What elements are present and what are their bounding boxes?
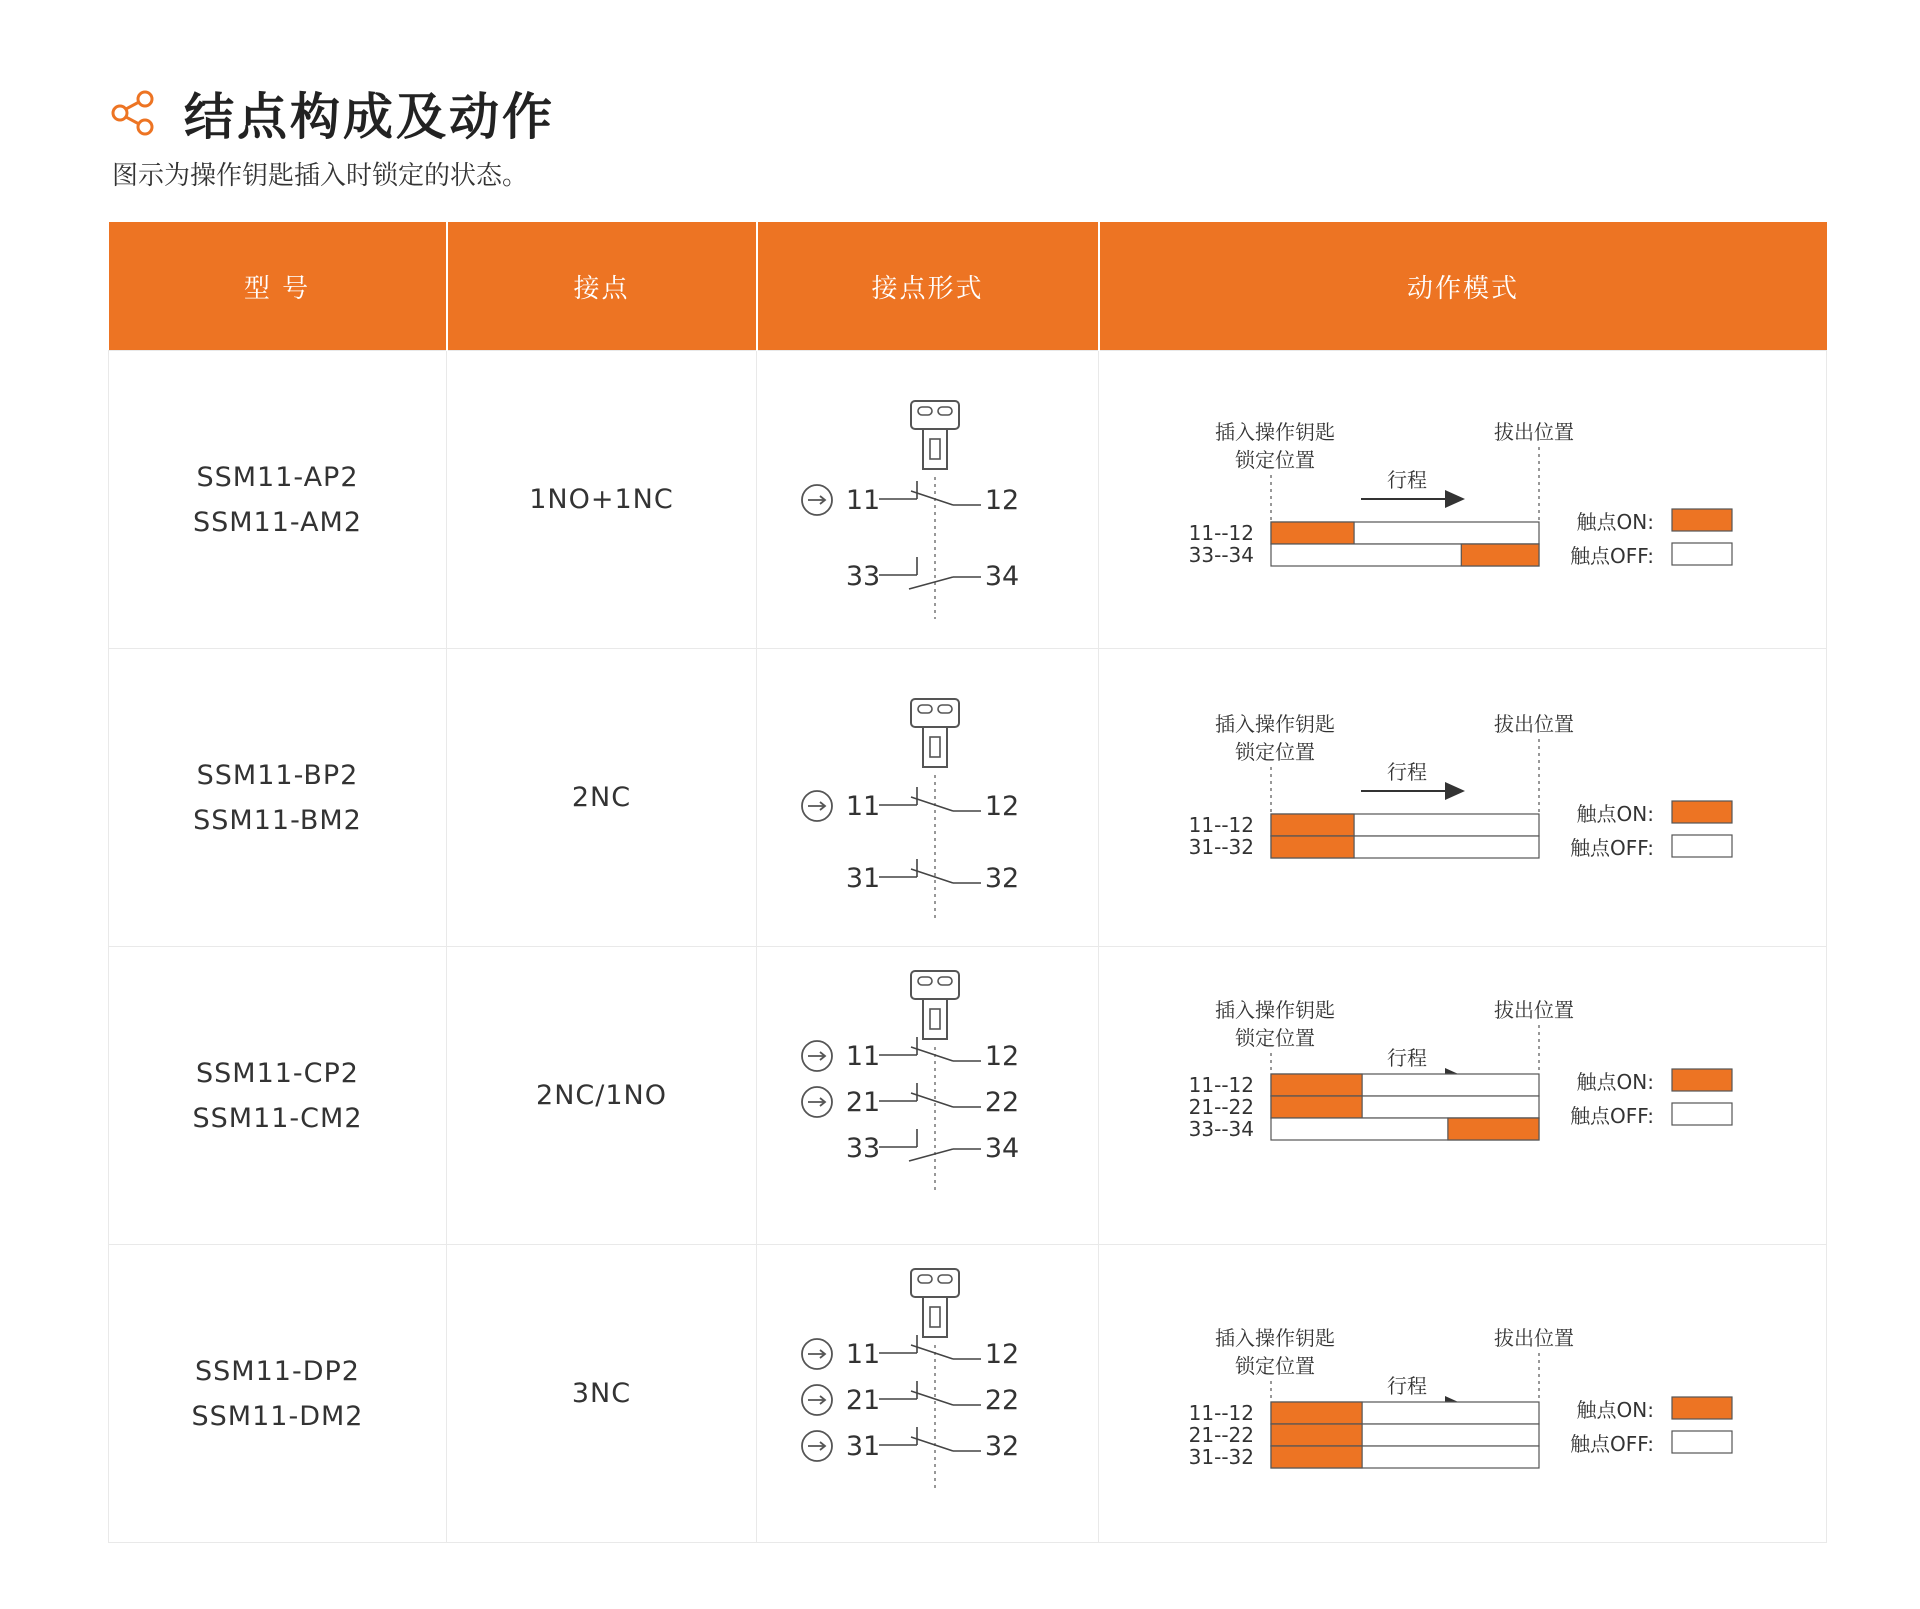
terminal-left-label: 31	[845, 863, 881, 894]
action-on-segment	[1271, 1096, 1362, 1118]
model-cell	[109, 351, 447, 649]
header-model: 型 号	[109, 222, 447, 351]
terminal-left-label: 11	[845, 1041, 881, 1072]
action-on-segment	[1271, 522, 1354, 544]
contact-cell: 1NO+1NC	[447, 351, 757, 649]
contact-circuit-row	[802, 1335, 1019, 1370]
operating-key-icon	[911, 971, 959, 1039]
legend-on-label: 触点ON:	[1576, 1398, 1654, 1422]
action-bar	[1189, 1117, 1539, 1141]
action-on-segment	[1461, 544, 1539, 566]
terminal-right-label: 12	[984, 485, 1020, 516]
contact-circuit-row	[802, 1083, 1019, 1118]
removed-position-label: 拔出位置	[1494, 998, 1574, 1022]
action-bar	[1189, 1095, 1539, 1119]
page-subtitle: 图示为操作钥匙插入时锁定的状态。	[112, 161, 529, 191]
action-bar	[1189, 1073, 1539, 1097]
terminal-right-label: 32	[984, 1431, 1020, 1462]
action-row-label: 21--22	[1188, 1095, 1254, 1119]
terminal-left-label: 31	[845, 1431, 881, 1462]
header-contact: 接点	[447, 222, 757, 351]
legend-on-swatch	[1672, 801, 1732, 823]
operating-key-icon	[911, 1269, 959, 1337]
contact-cell: 3NC	[447, 1245, 757, 1543]
inserted-position-label: 插入操作钥匙	[1215, 420, 1335, 444]
legend-on-swatch	[1672, 1069, 1732, 1091]
terminal-right-label: 34	[984, 1133, 1020, 1164]
positive-opening-icon	[802, 1385, 832, 1415]
model-number: SSM11-BM2	[193, 804, 362, 836]
legend-off-swatch	[1672, 543, 1732, 565]
legend-off-label: 触点OFF:	[1570, 544, 1654, 568]
contact-circuit-row	[802, 787, 1019, 822]
positive-opening-icon	[802, 1431, 832, 1461]
positive-opening-icon	[802, 1041, 832, 1071]
operating-key-icon	[911, 699, 959, 767]
contact-circuit-row	[846, 557, 1019, 592]
header-action-mode: 动作模式	[1099, 222, 1827, 351]
action-bar	[1189, 813, 1539, 837]
action-row-label: 33--34	[1188, 543, 1254, 567]
positive-opening-icon	[802, 1339, 832, 1369]
model-number: SSM11-BP2	[196, 759, 359, 791]
action-row-label: 33--34	[1188, 1117, 1254, 1141]
section-header	[108, 78, 555, 148]
action-row-label: 31--32	[1188, 1445, 1254, 1469]
legend-on-swatch	[1672, 509, 1732, 531]
contact-cell: 2NC/1NO	[447, 947, 757, 1245]
action-bar	[1189, 521, 1539, 545]
action-mode-diagram	[1099, 1245, 1827, 1542]
action-mode-diagram	[1099, 947, 1827, 1244]
contact-circuit-diagram	[757, 1245, 1099, 1542]
terminal-right-label: 22	[984, 1385, 1020, 1416]
legend-on-label: 触点ON:	[1576, 802, 1654, 826]
stroke-arrow-icon	[1361, 490, 1465, 508]
contact-circuit-row	[802, 1427, 1019, 1462]
stroke-label: 行程	[1387, 1046, 1427, 1070]
action-row-label: 31--32	[1188, 835, 1254, 859]
action-mode-diagram	[1099, 649, 1827, 946]
action-row-label: 11--12	[1188, 813, 1254, 837]
contact-form-cell	[757, 1245, 1099, 1543]
contact-form-cell	[757, 649, 1099, 947]
action-mode-cell	[1099, 351, 1827, 649]
legend-off-label: 触点OFF:	[1570, 1432, 1654, 1456]
contact-form-cell	[757, 351, 1099, 649]
legend-on-label: 触点ON:	[1576, 510, 1654, 534]
terminal-left-label: 21	[845, 1087, 881, 1118]
action-on-segment	[1271, 1424, 1362, 1446]
terminal-left-label: 21	[845, 1385, 881, 1416]
terminal-left-label: 33	[845, 1133, 881, 1164]
inserted-position-label: 插入操作钥匙	[1215, 712, 1335, 736]
share-icon	[108, 88, 158, 138]
legend-on-swatch	[1672, 1397, 1732, 1419]
model-number: SSM11-CM2	[192, 1102, 363, 1134]
action-on-segment	[1271, 814, 1354, 836]
inserted-position-label: 插入操作钥匙	[1215, 998, 1335, 1022]
contact-form-cell	[757, 947, 1099, 1245]
locked-position-label: 锁定位置	[1235, 448, 1315, 472]
model-number: SSM11-DP2	[195, 1355, 360, 1387]
table-row	[109, 649, 1827, 947]
action-on-segment	[1271, 1402, 1362, 1424]
action-mode-cell	[1099, 1245, 1827, 1543]
table-row	[109, 351, 1827, 649]
model-cell	[109, 947, 447, 1245]
action-bar	[1189, 543, 1539, 567]
stroke-label: 行程	[1387, 760, 1427, 784]
table-row	[109, 947, 1827, 1245]
terminal-left-label: 11	[845, 1339, 881, 1370]
model-number: SSM11-DM2	[191, 1400, 364, 1432]
inserted-position-label: 插入操作钥匙	[1215, 1326, 1335, 1350]
model-number: SSM11-AM2	[192, 506, 363, 538]
terminal-right-label: 32	[984, 863, 1020, 894]
action-bar	[1189, 1401, 1539, 1425]
terminal-left-label: 11	[845, 485, 881, 516]
action-on-segment	[1271, 1074, 1362, 1096]
action-mode-diagram	[1099, 351, 1827, 648]
contact-circuit-diagram	[757, 351, 1099, 648]
contact-cell: 2NC	[447, 649, 757, 947]
stroke-label: 行程	[1387, 468, 1427, 492]
positive-opening-icon	[802, 791, 832, 821]
removed-position-label: 拔出位置	[1494, 1326, 1574, 1350]
action-bar	[1189, 835, 1539, 859]
terminal-right-label: 12	[984, 1339, 1020, 1370]
contact-circuit-row	[802, 481, 1019, 516]
contact-spec-table	[108, 222, 1827, 1543]
table-header-row	[109, 222, 1827, 351]
terminal-left-label: 11	[845, 791, 881, 822]
legend-off-swatch	[1672, 1431, 1732, 1453]
locked-position-label: 锁定位置	[1235, 740, 1315, 764]
legend-on-label: 触点ON:	[1576, 1070, 1654, 1094]
operating-key-icon	[911, 401, 959, 469]
contact-circuit-row	[802, 1381, 1019, 1416]
positive-opening-icon	[802, 1087, 832, 1117]
removed-position-label: 拔出位置	[1494, 712, 1574, 736]
header-contact-form: 接点形式	[757, 222, 1099, 351]
locked-position-label: 锁定位置	[1235, 1354, 1315, 1378]
positive-opening-icon	[802, 485, 832, 515]
contact-circuit-diagram	[757, 947, 1099, 1244]
table-row	[109, 1245, 1827, 1543]
contact-circuit-row	[802, 1037, 1019, 1072]
action-row-label: 11--12	[1188, 521, 1254, 545]
action-on-segment	[1271, 836, 1354, 858]
action-on-segment	[1448, 1118, 1539, 1140]
legend-off-swatch	[1672, 835, 1732, 857]
action-row-label: 21--22	[1188, 1423, 1254, 1447]
action-mode-cell	[1099, 947, 1827, 1245]
removed-position-label: 拔出位置	[1494, 420, 1574, 444]
terminal-left-label: 33	[845, 561, 881, 592]
model-cell	[109, 1245, 447, 1543]
action-mode-cell	[1099, 649, 1827, 947]
terminal-right-label: 22	[984, 1087, 1020, 1118]
terminal-right-label: 12	[984, 1041, 1020, 1072]
action-bar	[1189, 1423, 1539, 1447]
contact-circuit-row	[846, 1129, 1019, 1164]
terminal-right-label: 34	[984, 561, 1020, 592]
legend-off-swatch	[1672, 1103, 1732, 1125]
legend-off-label: 触点OFF:	[1570, 836, 1654, 860]
contact-circuit-row	[846, 859, 1019, 894]
model-number: SSM11-AP2	[196, 461, 359, 493]
model-number: SSM11-CP2	[196, 1057, 359, 1089]
action-on-segment	[1271, 1446, 1362, 1468]
action-row-label: 11--12	[1188, 1401, 1254, 1425]
action-row-label: 11--12	[1188, 1073, 1254, 1097]
action-bar	[1189, 1445, 1539, 1469]
stroke-arrow-icon	[1361, 782, 1465, 800]
terminal-right-label: 12	[984, 791, 1020, 822]
page-title: 结点构成及动作	[184, 88, 555, 146]
legend-off-label: 触点OFF:	[1570, 1104, 1654, 1128]
stroke-label: 行程	[1387, 1374, 1427, 1398]
model-cell	[109, 649, 447, 947]
contact-circuit-diagram	[757, 649, 1099, 946]
locked-position-label: 锁定位置	[1235, 1026, 1315, 1050]
